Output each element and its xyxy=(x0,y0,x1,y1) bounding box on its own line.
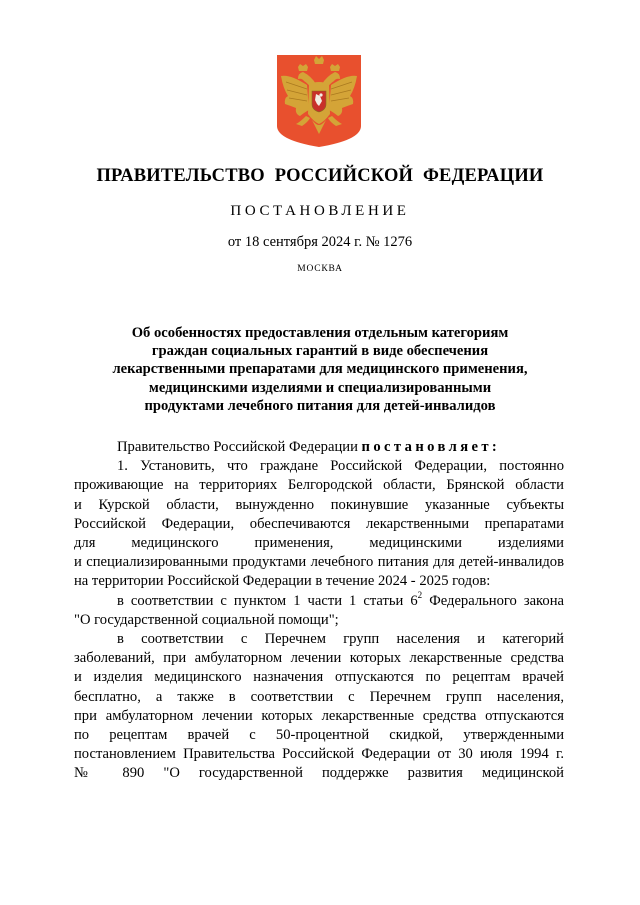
paragraph-1-line: и специализированными продуктами лечебного питания для детей-инвалидов xyxy=(74,554,564,571)
paragraph-2-line: "О государственной социальной помощи"; xyxy=(74,611,339,628)
document-heading xyxy=(70,324,570,415)
document-type: ПОСТАНОВЛЕНИЕ xyxy=(230,203,410,219)
government-title: ПРАВИТЕЛЬСТВО РОССИЙСКОЙ ФЕДЕРАЦИИ xyxy=(96,166,544,186)
document-city: МОСКВА xyxy=(297,264,343,274)
article-superscript: 2 xyxy=(417,589,423,600)
paragraph-1-line: проживающие на территориях Белгородской области, Брянской области xyxy=(74,477,564,494)
preamble-text: Правительство Российской Федерации xyxy=(117,439,358,455)
paragraph-3-line: бесплатно, а также в соответствии с Перечнем групп населения, xyxy=(74,688,564,705)
paragraph-1-line: на территории Российской Федерации в течение 2024 - 2025 годов: xyxy=(74,573,491,590)
paragraph-2-text-end: Федерального закона xyxy=(422,592,564,609)
paragraph-3-line: в соответствии с Перечнем групп населения и категорий xyxy=(117,631,564,648)
paragraph-3-line: заболеваний, при амбулаторном лечении которых лекарственные средства xyxy=(74,650,564,667)
heading-line: медицинскими изделиями и специализированными xyxy=(148,379,492,396)
heading-line: Об особенностях предоставления отдельным категориям xyxy=(131,325,509,341)
preamble xyxy=(74,438,564,457)
heading-line: лекарственными препаратами для медицинского применения, xyxy=(112,361,528,378)
document-date-number: от 18 сентября 2024 г. № 1276 xyxy=(227,234,413,250)
russian-coat-of-arms-icon xyxy=(276,54,362,148)
paragraph-1-line: Российской Федерации, обеспечиваются лекарственными препаратами xyxy=(74,515,564,532)
paragraph-3-line: и изделия медицинского назначения отпускаются по рецептам врачей xyxy=(74,669,564,686)
paragraph-2-line xyxy=(74,589,564,611)
paragraph-3-line: по рецептам врачей с 50-процентной скидкой, утвержденными xyxy=(74,727,564,744)
heading-line: граждан социальных гарантий в виде обеспечения xyxy=(151,343,489,360)
paragraph-1-line: и Курской области, вынужденно покинувшие указанные субъекты xyxy=(74,496,564,513)
document-body xyxy=(74,438,564,784)
paragraph-1-line: для медицинского применения, медицинскими изделиями xyxy=(74,535,564,552)
paragraph-3-line: № 890 "О государственной поддержке развития медицинской xyxy=(74,765,564,782)
paragraph-2-text: в соответствии с пунктом 1 части 1 статьи 6 xyxy=(117,592,418,609)
preamble-resolves: постановляет: xyxy=(361,439,501,455)
paragraph-1-line: 1. Установить, что граждане Российской Федерации, постоянно xyxy=(117,458,564,475)
paragraph-3-line: при амбулаторном лечении которых лекарственные средства отпускаются xyxy=(74,707,564,724)
heading-line: продуктами лечебного питания для детей-инвалидов xyxy=(144,397,496,414)
paragraph-3-line: постановлением Правительства Российской Федерации от 30 июля 1994 г. xyxy=(74,746,564,763)
